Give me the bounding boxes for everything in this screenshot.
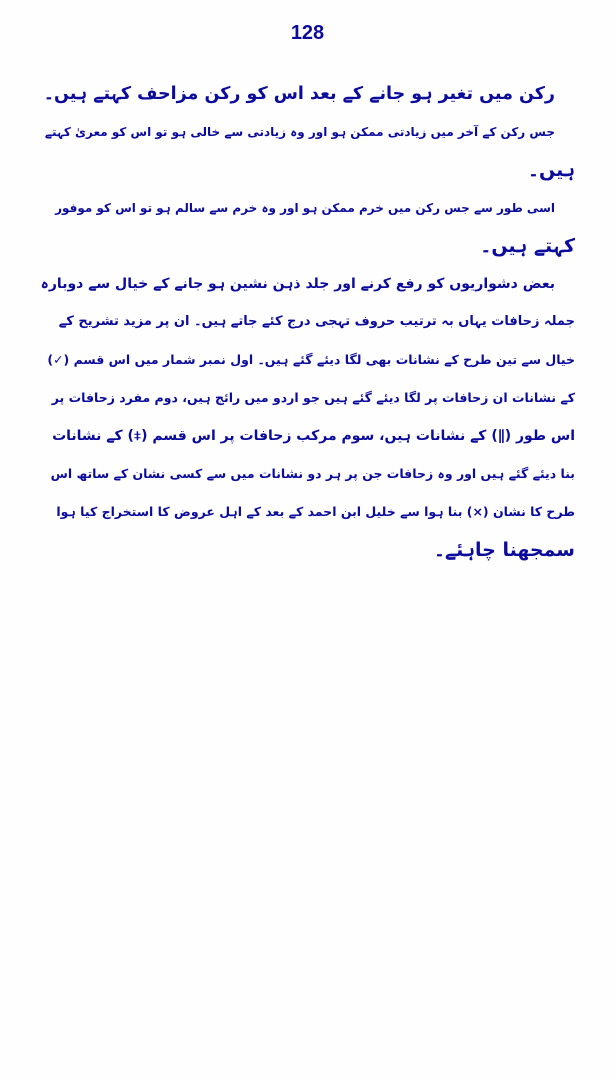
page-body-text <box>40 75 575 569</box>
text-line: رکن میں تغیر ہو جانے کے بعد اس کو رکن مزاحف کہتے ہیں۔ <box>43 84 555 104</box>
text-line: خیال سے تین طرح کے نشانات بھی لگا دیئے گئے ہیں۔ اول نمبر شمار میں اس قسم (✓) <box>47 352 575 367</box>
text-line: جس رکن کے آخر میں زیادتی ممکن ہو اور وہ زیادتی سے خالی ہو تو اس کو معریٰ کہتے <box>44 125 555 139</box>
text-line: بعض دشواریوں کو رفع کرنے اور جلد ذہن نشین ہو جانے کے خیال سے دوبارہ <box>40 276 555 292</box>
text-line: ہیں۔ <box>527 159 575 181</box>
text-line: بنا دیئے گئے ہیں اور وہ زحافات جن پر ہر دو نشانات میں سے کسی نشان کے ساتھ اس <box>50 466 575 481</box>
text-line: اس طور (∥) کے نشانات ہیں، سوم مرکب زحافات پر اس قسم (⧧) کے نشانات <box>52 428 575 444</box>
text-line: کہتے ہیں۔ <box>480 235 575 257</box>
text-line: کے نشانات ان زحافات پر لگا دیئے گئے ہیں جو اردو میں رائج ہیں، دوم مفرد زحافات پر <box>51 390 575 405</box>
text-line: طرح کا نشان (×) بنا ہوا سے خلیل ابن احمد کے بعد کے اہل عروض کا استخراج کیا ہوا <box>56 504 575 519</box>
text-line: اسی طور سے جس رکن میں خرم ممکن ہو اور وہ خرم سے سالم ہو تو اس کو موفور <box>55 201 555 215</box>
text-line: جملہ زحافات یہاں بہ ترتیب حروف تہجی درج کئے جاتے ہیں۔ ان پر مزید تشریح کے <box>58 314 575 329</box>
text-line: سمجھنا چاہئے۔ <box>433 539 575 561</box>
page-number: 128 <box>290 22 325 44</box>
